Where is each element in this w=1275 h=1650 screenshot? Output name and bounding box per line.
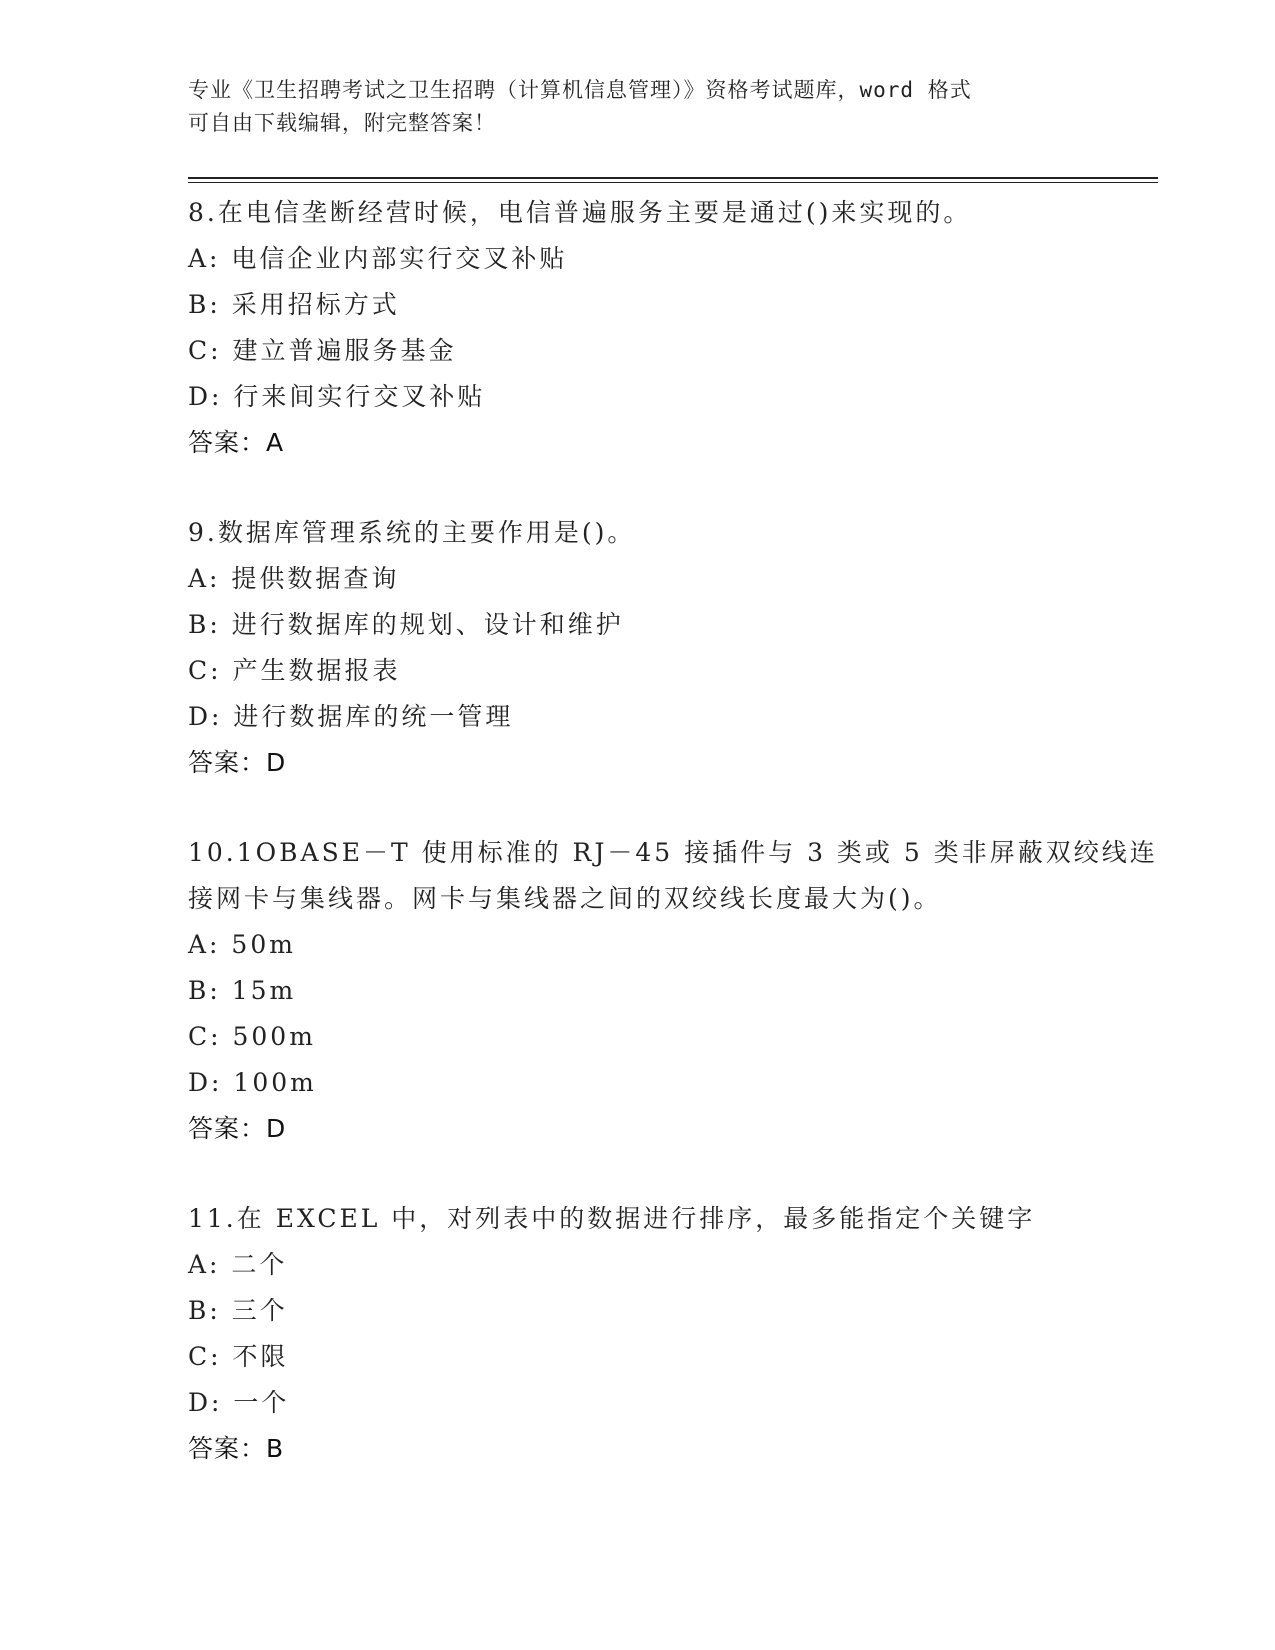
question-item: [188, 1196, 1088, 1472]
option-c: C: 500m: [188, 1022, 316, 1051]
question-list: [188, 190, 1158, 1472]
header-line-2: 可自由下载编辑，附完整答案！: [188, 111, 496, 135]
option-a: A: 电信企业内部实行交叉补贴: [188, 244, 568, 273]
answer-label: 答案：A: [188, 428, 285, 457]
option-b: B: 15m: [188, 976, 297, 1005]
option-a: A: 提供数据查询: [188, 564, 400, 593]
header-divider-thick: [188, 177, 1158, 179]
question-item: [188, 830, 1158, 1152]
option-c: C: 产生数据报表: [188, 656, 401, 685]
question-stem: 8.在电信垄断经营时候，电信普遍服务主要是通过()来实现的。: [188, 198, 972, 227]
option-c: C: 不限: [188, 1342, 289, 1371]
option-a: A: 50m: [188, 930, 296, 959]
option-b: B: 三个: [188, 1296, 288, 1325]
question-item: [188, 510, 1088, 786]
document-header: [188, 74, 1088, 140]
answer-label: 答案：B: [188, 1434, 285, 1463]
option-d: D: 100m: [188, 1068, 317, 1097]
question-spacer: [188, 786, 1088, 830]
question-stem: 9.数据库管理系统的主要作用是()。: [188, 518, 636, 547]
option-d: D: 一个: [188, 1388, 290, 1417]
header-line-1: 专业《卫生招聘考试之卫生招聘（计算机信息管理）》资格考试题库，word 格式: [188, 78, 972, 102]
question-stem-line-2: 接网卡与集线器。网卡与集线器之间的双绞线长度最大为()。: [188, 884, 942, 913]
header-divider-thin: [188, 182, 1158, 183]
question-spacer: [188, 1152, 1088, 1196]
option-b: B: 进行数据库的规划、设计和维护: [188, 610, 624, 639]
question-spacer: [188, 466, 1088, 510]
option-b: B: 采用招标方式: [188, 290, 400, 319]
question-stem-line-1: 10.1OBASE－T 使用标准的 RJ－45 接插件与 3 类或 5 类非屏蔽双绞线连: [188, 838, 1158, 867]
answer-label: 答案：D: [188, 1114, 287, 1143]
question-item: [188, 190, 1088, 466]
option-d: D: 行来间实行交叉补贴: [188, 382, 486, 411]
answer-label: 答案：D: [188, 748, 287, 777]
option-c: C: 建立普遍服务基金: [188, 336, 457, 365]
option-d: D: 进行数据库的统一管理: [188, 702, 514, 731]
question-stem: 11.在 EXCEL 中，对列表中的数据进行排序，最多能指定个关键字: [188, 1204, 1036, 1233]
option-a: A: 二个: [188, 1250, 288, 1279]
